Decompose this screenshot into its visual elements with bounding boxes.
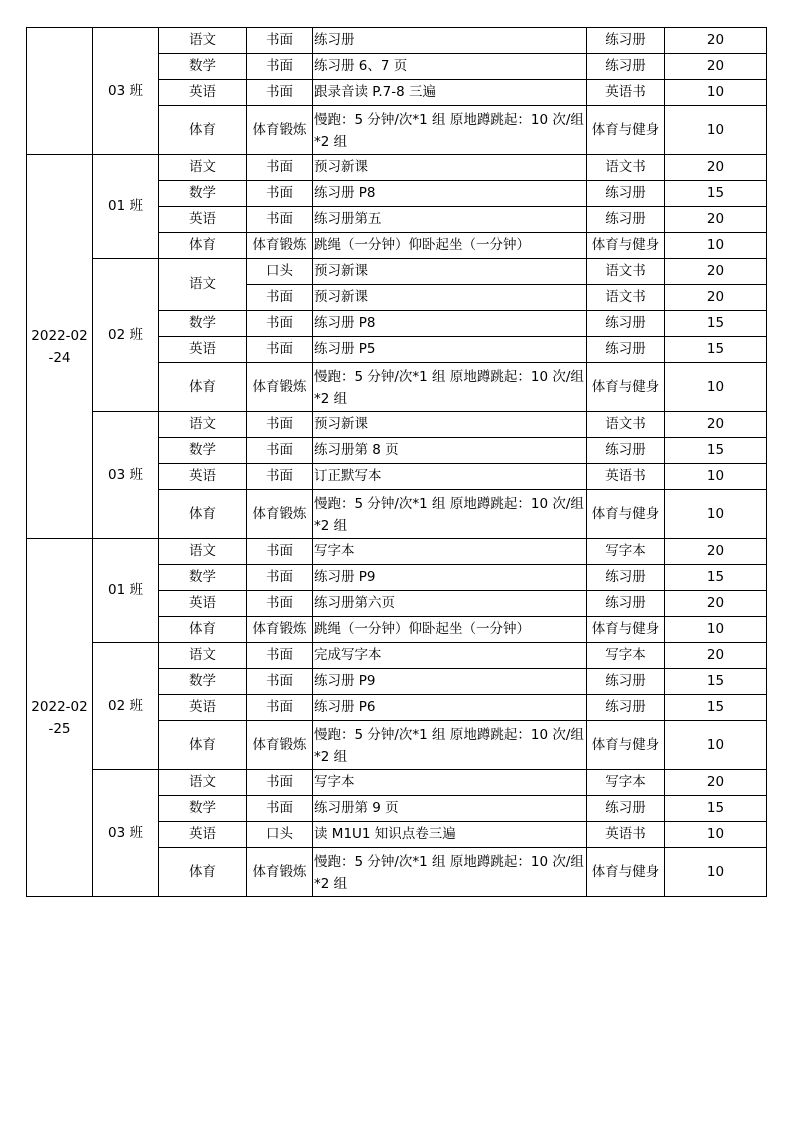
subject-cell: 体育 bbox=[159, 721, 247, 770]
material-cell: 英语书 bbox=[587, 464, 665, 490]
minutes-cell: 20 bbox=[665, 259, 767, 285]
minutes-cell: 10 bbox=[665, 363, 767, 412]
minutes-cell: 10 bbox=[665, 848, 767, 897]
subject-cell: 语文 bbox=[159, 643, 247, 669]
minutes-cell: 15 bbox=[665, 311, 767, 337]
homework-type-cell: 书面 bbox=[247, 181, 313, 207]
material-cell: 写字本 bbox=[587, 770, 665, 796]
homework-type-cell: 书面 bbox=[247, 643, 313, 669]
homework-content-cell: 跳绳（一分钟）仰卧起坐（一分钟） bbox=[313, 617, 587, 643]
homework-content-cell: 预习新课 bbox=[313, 412, 587, 438]
class-cell: 02 班 bbox=[93, 259, 159, 412]
material-cell: 练习册 bbox=[587, 669, 665, 695]
homework-content-cell: 慢跑：5 分钟/次*1 组 原地蹲跳起：10 次/组*2 组 bbox=[313, 363, 587, 412]
subject-cell: 数学 bbox=[159, 181, 247, 207]
material-cell: 体育与健身 bbox=[587, 106, 665, 155]
minutes-cell: 10 bbox=[665, 106, 767, 155]
homework-type-cell: 书面 bbox=[247, 412, 313, 438]
subject-cell: 英语 bbox=[159, 822, 247, 848]
homework-type-cell: 体育锻炼 bbox=[247, 106, 313, 155]
class-cell: 01 班 bbox=[93, 155, 159, 259]
minutes-cell: 10 bbox=[665, 617, 767, 643]
minutes-cell: 10 bbox=[665, 822, 767, 848]
homework-content-cell: 练习册第 9 页 bbox=[313, 796, 587, 822]
minutes-cell: 20 bbox=[665, 155, 767, 181]
subject-cell: 英语 bbox=[159, 695, 247, 721]
material-cell: 语文书 bbox=[587, 259, 665, 285]
minutes-cell: 15 bbox=[665, 438, 767, 464]
subject-cell: 英语 bbox=[159, 337, 247, 363]
homework-type-cell: 书面 bbox=[247, 695, 313, 721]
subject-cell: 语文 bbox=[159, 412, 247, 438]
material-cell: 练习册 bbox=[587, 311, 665, 337]
subject-cell: 语文 bbox=[159, 28, 247, 54]
minutes-cell: 20 bbox=[665, 643, 767, 669]
homework-table-body bbox=[27, 28, 767, 897]
material-cell: 体育与健身 bbox=[587, 848, 665, 897]
homework-type-cell: 书面 bbox=[247, 155, 313, 181]
material-cell: 练习册 bbox=[587, 438, 665, 464]
homework-type-cell: 书面 bbox=[247, 207, 313, 233]
homework-type-cell: 体育锻炼 bbox=[247, 721, 313, 770]
homework-type-cell: 书面 bbox=[247, 770, 313, 796]
material-cell: 英语书 bbox=[587, 80, 665, 106]
subject-cell: 体育 bbox=[159, 848, 247, 897]
subject-cell: 语文 bbox=[159, 259, 247, 311]
homework-content-cell: 完成写字本 bbox=[313, 643, 587, 669]
minutes-cell: 15 bbox=[665, 565, 767, 591]
homework-type-cell: 书面 bbox=[247, 796, 313, 822]
subject-cell: 体育 bbox=[159, 106, 247, 155]
minutes-cell: 10 bbox=[665, 490, 767, 539]
material-cell: 写字本 bbox=[587, 539, 665, 565]
minutes-cell: 10 bbox=[665, 721, 767, 770]
subject-cell: 体育 bbox=[159, 617, 247, 643]
homework-content-cell: 跳绳（一分钟）仰卧起坐（一分钟） bbox=[313, 233, 587, 259]
homework-type-cell: 书面 bbox=[247, 669, 313, 695]
homework-type-cell: 体育锻炼 bbox=[247, 363, 313, 412]
table-row bbox=[27, 28, 767, 54]
minutes-cell: 20 bbox=[665, 28, 767, 54]
minutes-cell: 10 bbox=[665, 464, 767, 490]
subject-cell: 英语 bbox=[159, 207, 247, 233]
minutes-cell: 15 bbox=[665, 796, 767, 822]
minutes-cell: 15 bbox=[665, 669, 767, 695]
homework-content-cell: 跟录音读 P.7-8 三遍 bbox=[313, 80, 587, 106]
table-row bbox=[27, 539, 767, 565]
class-cell: 03 班 bbox=[93, 412, 159, 539]
minutes-cell: 20 bbox=[665, 285, 767, 311]
homework-content-cell: 练习册第六页 bbox=[313, 591, 587, 617]
material-cell: 语文书 bbox=[587, 412, 665, 438]
material-cell: 体育与健身 bbox=[587, 233, 665, 259]
homework-content-cell: 练习册第五 bbox=[313, 207, 587, 233]
homework-type-cell: 书面 bbox=[247, 565, 313, 591]
class-cell: 03 班 bbox=[93, 28, 159, 155]
table-row bbox=[27, 259, 767, 285]
date-cell: 2022-02-24 bbox=[27, 155, 93, 539]
homework-content-cell: 慢跑：5 分钟/次*1 组 原地蹲跳起：10 次/组*2 组 bbox=[313, 106, 587, 155]
subject-cell: 英语 bbox=[159, 80, 247, 106]
homework-content-cell: 慢跑：5 分钟/次*1 组 原地蹲跳起：10 次/组*2 组 bbox=[313, 721, 587, 770]
homework-content-cell: 练习册第 8 页 bbox=[313, 438, 587, 464]
minutes-cell: 10 bbox=[665, 80, 767, 106]
homework-type-cell: 书面 bbox=[247, 438, 313, 464]
material-cell: 练习册 bbox=[587, 565, 665, 591]
homework-content-cell: 练习册 P8 bbox=[313, 311, 587, 337]
homework-content-cell: 写字本 bbox=[313, 770, 587, 796]
material-cell: 写字本 bbox=[587, 643, 665, 669]
homework-type-cell: 书面 bbox=[247, 80, 313, 106]
material-cell: 练习册 bbox=[587, 207, 665, 233]
homework-type-cell: 体育锻炼 bbox=[247, 490, 313, 539]
homework-content-cell: 预习新课 bbox=[313, 155, 587, 181]
homework-type-cell: 书面 bbox=[247, 54, 313, 80]
subject-cell: 数学 bbox=[159, 669, 247, 695]
homework-content-cell: 练习册 P5 bbox=[313, 337, 587, 363]
homework-content-cell: 练习册 P9 bbox=[313, 669, 587, 695]
material-cell: 练习册 bbox=[587, 337, 665, 363]
subject-cell: 数学 bbox=[159, 565, 247, 591]
subject-cell: 语文 bbox=[159, 539, 247, 565]
homework-content-cell: 慢跑：5 分钟/次*1 组 原地蹲跳起：10 次/组*2 组 bbox=[313, 490, 587, 539]
date-cell: 2022-02-25 bbox=[27, 539, 93, 897]
minutes-cell: 20 bbox=[665, 591, 767, 617]
subject-cell: 体育 bbox=[159, 363, 247, 412]
class-cell: 02 班 bbox=[93, 643, 159, 770]
class-cell: 03 班 bbox=[93, 770, 159, 897]
homework-type-cell: 口头 bbox=[247, 259, 313, 285]
minutes-cell: 15 bbox=[665, 181, 767, 207]
subject-cell: 体育 bbox=[159, 233, 247, 259]
material-cell: 语文书 bbox=[587, 155, 665, 181]
subject-cell: 体育 bbox=[159, 490, 247, 539]
subject-cell: 数学 bbox=[159, 54, 247, 80]
minutes-cell: 10 bbox=[665, 233, 767, 259]
date-cell bbox=[27, 28, 93, 155]
minutes-cell: 15 bbox=[665, 337, 767, 363]
material-cell: 练习册 bbox=[587, 181, 665, 207]
subject-cell: 数学 bbox=[159, 438, 247, 464]
material-cell: 体育与健身 bbox=[587, 617, 665, 643]
material-cell: 练习册 bbox=[587, 796, 665, 822]
minutes-cell: 20 bbox=[665, 539, 767, 565]
material-cell: 语文书 bbox=[587, 285, 665, 311]
homework-type-cell: 口头 bbox=[247, 822, 313, 848]
subject-cell: 英语 bbox=[159, 464, 247, 490]
homework-content-cell: 读 M1U1 知识点卷三遍 bbox=[313, 822, 587, 848]
subject-cell: 英语 bbox=[159, 591, 247, 617]
homework-type-cell: 书面 bbox=[247, 337, 313, 363]
minutes-cell: 20 bbox=[665, 54, 767, 80]
homework-type-cell: 书面 bbox=[247, 539, 313, 565]
material-cell: 练习册 bbox=[587, 28, 665, 54]
homework-type-cell: 体育锻炼 bbox=[247, 233, 313, 259]
homework-content-cell: 订正默写本 bbox=[313, 464, 587, 490]
homework-content-cell: 练习册 P8 bbox=[313, 181, 587, 207]
subject-cell: 语文 bbox=[159, 155, 247, 181]
homework-content-cell: 练习册 P6 bbox=[313, 695, 587, 721]
homework-content-cell: 慢跑：5 分钟/次*1 组 原地蹲跳起：10 次/组*2 组 bbox=[313, 848, 587, 897]
material-cell: 体育与健身 bbox=[587, 490, 665, 539]
material-cell: 练习册 bbox=[587, 54, 665, 80]
material-cell: 体育与健身 bbox=[587, 363, 665, 412]
homework-content-cell: 练习册 P9 bbox=[313, 565, 587, 591]
homework-content-cell: 预习新课 bbox=[313, 285, 587, 311]
homework-type-cell: 体育锻炼 bbox=[247, 848, 313, 897]
material-cell: 练习册 bbox=[587, 591, 665, 617]
homework-content-cell: 预习新课 bbox=[313, 259, 587, 285]
minutes-cell: 20 bbox=[665, 770, 767, 796]
material-cell: 英语书 bbox=[587, 822, 665, 848]
subject-cell: 数学 bbox=[159, 311, 247, 337]
table-row bbox=[27, 643, 767, 669]
table-row bbox=[27, 412, 767, 438]
homework-content-cell: 练习册 6、7 页 bbox=[313, 54, 587, 80]
class-cell: 01 班 bbox=[93, 539, 159, 643]
table-row bbox=[27, 155, 767, 181]
homework-table bbox=[26, 27, 767, 897]
homework-type-cell: 书面 bbox=[247, 464, 313, 490]
homework-content-cell: 写字本 bbox=[313, 539, 587, 565]
homework-type-cell: 书面 bbox=[247, 591, 313, 617]
homework-type-cell: 书面 bbox=[247, 311, 313, 337]
table-row bbox=[27, 770, 767, 796]
homework-type-cell: 书面 bbox=[247, 28, 313, 54]
subject-cell: 数学 bbox=[159, 796, 247, 822]
homework-type-cell: 书面 bbox=[247, 285, 313, 311]
minutes-cell: 15 bbox=[665, 695, 767, 721]
minutes-cell: 20 bbox=[665, 412, 767, 438]
material-cell: 练习册 bbox=[587, 695, 665, 721]
subject-cell: 语文 bbox=[159, 770, 247, 796]
homework-content-cell: 练习册 bbox=[313, 28, 587, 54]
material-cell: 体育与健身 bbox=[587, 721, 665, 770]
minutes-cell: 20 bbox=[665, 207, 767, 233]
homework-type-cell: 体育锻炼 bbox=[247, 617, 313, 643]
